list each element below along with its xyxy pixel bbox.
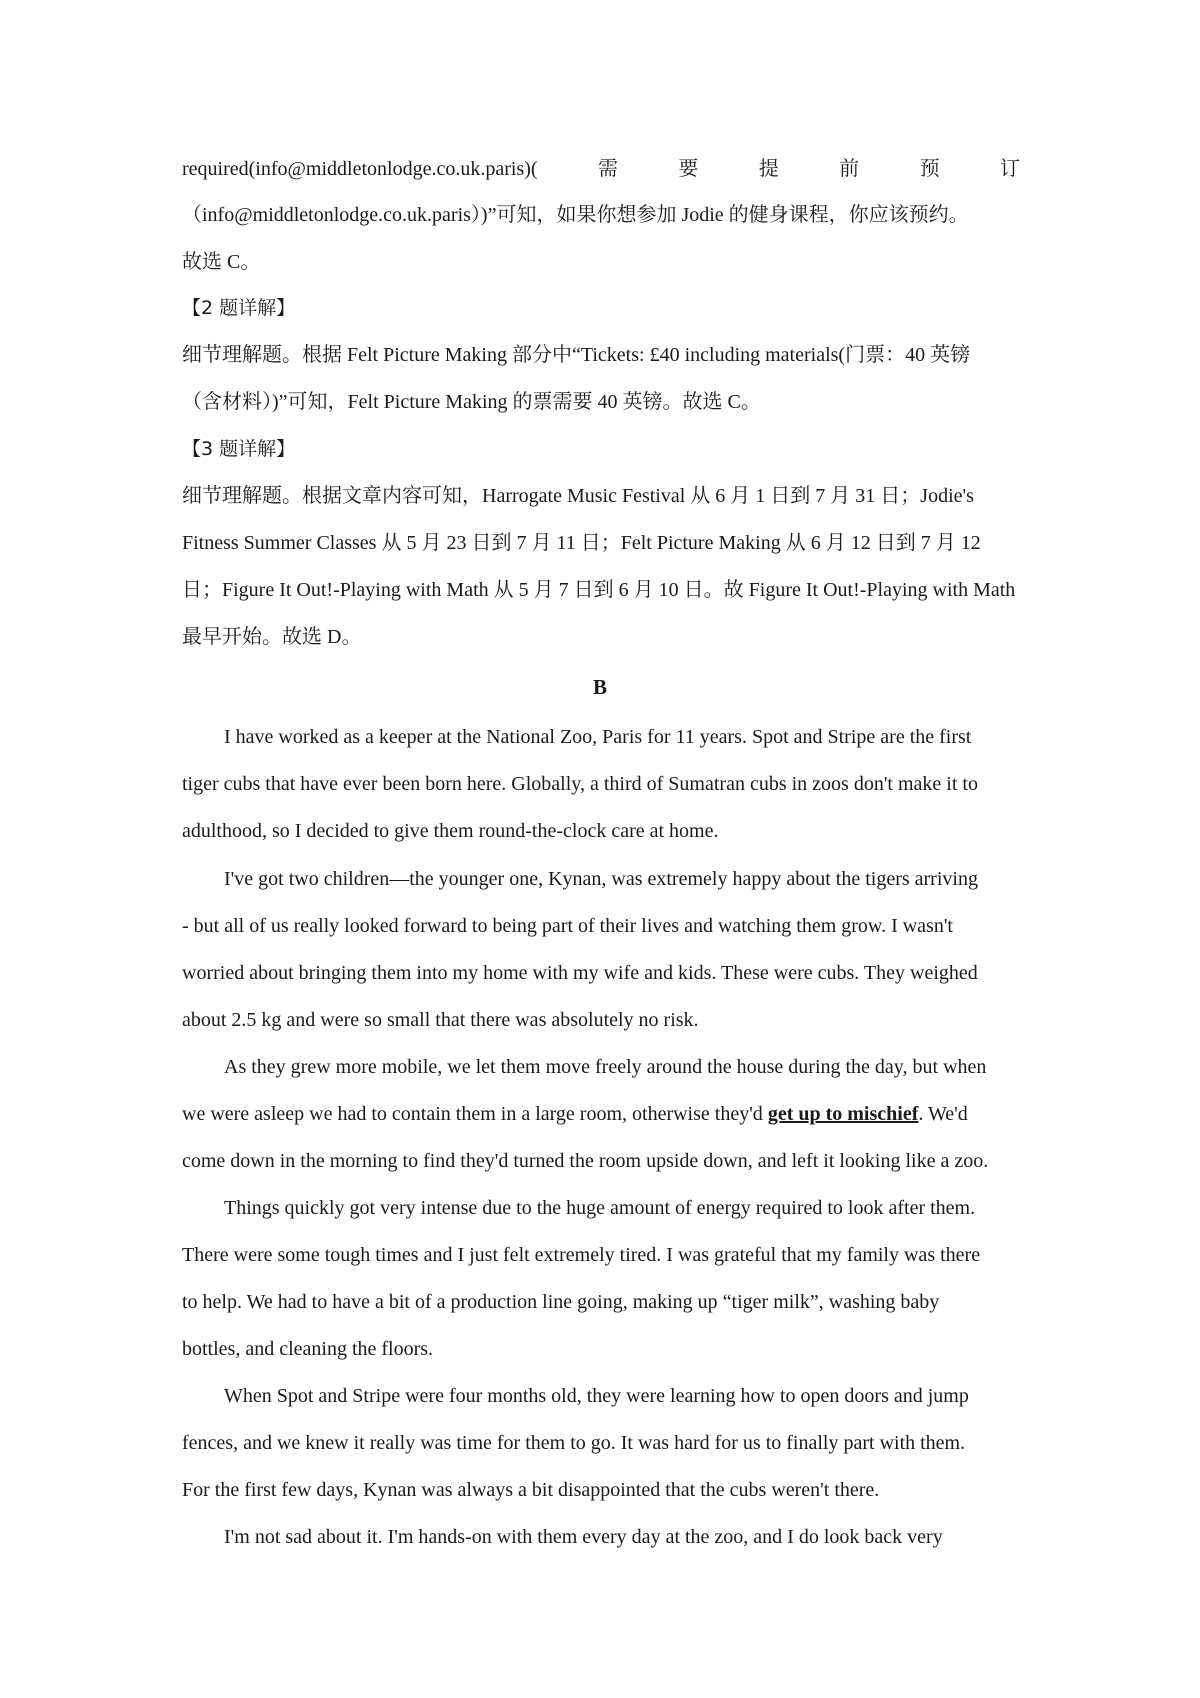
q3-line-2: Fitness Summer Classes 从 5 月 23 日到 7 月 11 日；Felt Picture Making 从 6 月 12 日到 7 月 12 <box>182 532 981 554</box>
passage-b-p2-line-4: about 2.5 kg and were so small that there was absolutely no risk. <box>182 1009 699 1031</box>
q1-char: 提 <box>758 158 779 180</box>
passage-b-p5-line-2: fences, and we knew it really was time for them to go. It was hard for us to finally part with them. <box>182 1432 966 1454</box>
q1-line-1-text: required(info@middletonlodge.co.uk.paris)( <box>182 158 538 180</box>
passage-b-p4-line-1: Things quickly got very intense due to the huge amount of energy required to look after them. <box>224 1197 976 1219</box>
passage-b-p1-line-2: tiger cubs that have ever been born here. Globally, a third of Sumatran cubs in zoos don't make it to <box>182 773 978 795</box>
passage-b-p4-line-4: bottles, and cleaning the floors. <box>182 1338 434 1360</box>
passage-b-p2-line-1: I've got two children—the younger one, Kynan, was extremely happy about the tigers arriving <box>224 868 978 890</box>
q3-heading: 【3 题详解】 <box>182 438 296 460</box>
q1-char: 要 <box>678 158 699 180</box>
passage-b-p1-line-1: I have worked as a keeper at the National Zoo, Paris for 11 years. Spot and Stripe are the first <box>224 726 972 748</box>
emphasized-phrase: get up to mischief <box>767 1103 919 1125</box>
passage-b-p2-line-2: - but all of us really looked forward to being part of their lives and watching them grow. I wasn't <box>182 915 953 937</box>
passage-b-p2-line-3: worried about bringing them into my home with my wife and kids. These were cubs. They weighed <box>182 962 978 984</box>
q1-line-2: （info@middletonlodge.co.uk.paris）)”可知，如果你想参加 Jodie 的健身课程，你应该预约。 <box>182 204 969 226</box>
passage-b-title: B <box>592 675 607 699</box>
q1-line-3: 故选 C。 <box>182 251 261 273</box>
passage-b-p1-line-3: adulthood, so I decided to give them round-the-clock care at home. <box>182 820 719 842</box>
q1-char: 需 <box>597 158 618 180</box>
passage-b-p5-line-3: For the first few days, Kynan was always a bit disappointed that the cubs weren't there. <box>182 1479 880 1501</box>
q1-line-1 <box>182 154 1020 184</box>
passage-b-p4-line-3: to help. We had to have a bit of a production line going, making up “tiger milk”, washing baby <box>182 1291 940 1313</box>
q3-line-3: 日；Figure It Out!-Playing with Math 从 5 月 7 日到 6 月 10 日。故 Figure It Out!-Playing with Math <box>182 579 1016 601</box>
passage-b-p6-line-1: I'm not sad about it. I'm hands-on with them every day at the zoo, and I do look back very <box>224 1526 943 1548</box>
passage-b-p3-line-2-pre: we were asleep we had to contain them in a large room, otherwise they'd <box>182 1103 768 1125</box>
q2-line-1: 细节理解题。根据 Felt Picture Making 部分中“Tickets: £40 including materials(门票：40 英镑 <box>182 344 971 366</box>
passage-b-p3-line-3: come down in the morning to find they'd turned the room upside down, and left it looking like a zoo. <box>182 1150 989 1172</box>
q3-line-4: 最早开始。故选 D。 <box>182 626 362 648</box>
q2-heading: 【2 题详解】 <box>182 297 296 319</box>
q3-line-1: 细节理解题。根据文章内容可知，Harrogate Music Festival 从 6 月 1 日到 7 月 31 日；Jodie's <box>182 485 974 507</box>
q1-char: 订 <box>999 158 1020 180</box>
q1-char: 预 <box>919 158 940 180</box>
passage-b-p3-line-1: As they grew more mobile, we let them move freely around the house during the day, but when <box>224 1056 987 1078</box>
q2-line-2: （含材料）)”可知，Felt Picture Making 的票需要 40 英镑。故选 C。 <box>182 391 761 413</box>
passage-b-p3-line-2-post: . We'd <box>918 1103 968 1125</box>
passage-b-p5-line-1: When Spot and Stripe were four months old, they were learning how to open doors and jump <box>224 1385 969 1407</box>
passage-b-p4-line-2: There were some tough times and I just felt extremely tired. I was grateful that my family was there <box>182 1244 981 1266</box>
q1-char: 前 <box>839 158 860 180</box>
passage-b-p3-line-2 <box>182 1099 1020 1129</box>
